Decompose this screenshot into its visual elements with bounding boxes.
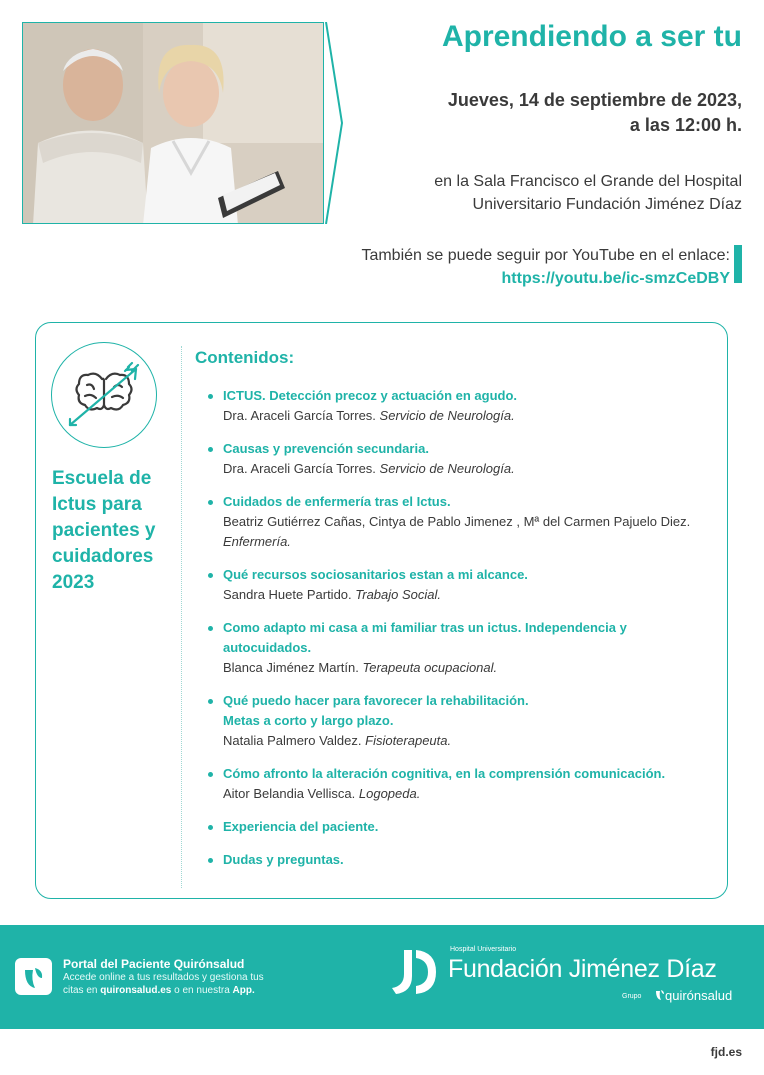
portal-desc-text: o en nuestra <box>171 985 233 996</box>
page-title: Aprendiendo a ser tu <box>441 20 742 53</box>
site-url[interactable]: fjd.es <box>710 1045 742 1059</box>
speaker-name: Beatriz Gutiérrez Cañas, Cintya de Pablo Jimenez , Mª del Carmen Pajuelo Diez. <box>223 514 691 529</box>
hospital-subtitle: Hospital Universitario <box>450 946 517 953</box>
item-speaker <box>223 512 713 552</box>
item-title: ICTUS. Detección precoz y actuación en agudo. <box>223 388 518 403</box>
list-item <box>208 565 713 605</box>
item-title: Cuidados de enfermería tras el Ictus. <box>223 494 451 509</box>
school-title-line: Ictus para <box>52 494 142 515</box>
item-speaker <box>223 406 713 426</box>
list-item <box>208 492 713 552</box>
portal-app-icon[interactable] <box>15 958 52 995</box>
list-item <box>208 817 713 837</box>
contents-list <box>208 386 713 883</box>
quiron-logo-icon <box>655 989 665 1001</box>
portal-desc-text: Accede online a tus resultados y gestiona tus citas en <box>63 972 264 996</box>
portal-app-link[interactable]: App. <box>232 985 255 996</box>
grupo-label: Grupo <box>622 993 642 1000</box>
speaker-name: Aitor Belandia Vellisca. <box>223 786 356 801</box>
item-speaker <box>223 658 713 678</box>
item-title: Qué recursos sociosanitarios estan a mi alcance. <box>223 567 528 582</box>
school-title-line: cuidadores <box>52 546 154 567</box>
item-speaker <box>223 731 713 751</box>
item-speaker <box>223 784 713 804</box>
item-speaker <box>223 585 713 605</box>
speaker-role: Servicio de Neurología. <box>379 461 515 476</box>
speaker-name: Sandra Huete Partido. <box>223 587 352 602</box>
item-title: Cómo afronto la alteración cognitiva, en la comprensión comunicación. <box>223 766 666 781</box>
speaker-role: Fisioterapeuta. <box>365 733 452 748</box>
portal-site-link[interactable]: quironsalud.es <box>100 985 172 996</box>
speaker-role: Servicio de Neurología. <box>379 408 515 423</box>
item-title <box>223 691 713 731</box>
item-title: Dudas y preguntas. <box>223 852 344 867</box>
list-item <box>208 850 713 870</box>
portal-title: Portal del Paciente Quirónsalud <box>63 957 245 971</box>
hospital-name: Fundación Jiménez Díaz <box>448 955 717 983</box>
chevron-right-icon <box>324 22 344 224</box>
contents-title: Contenidos: <box>195 348 295 367</box>
list-item <box>208 618 713 678</box>
event-place-line: en la Sala Francisco el Grande del Hospital <box>434 173 742 190</box>
school-title-line: 2023 <box>52 572 95 593</box>
list-item <box>208 439 713 479</box>
item-title-line: Qué puedo hacer para favorecer la rehabilitación. <box>223 693 529 708</box>
speaker-role: Trabajo Social. <box>355 587 442 602</box>
speaker-name: Dra. Araceli García Torres. <box>223 408 376 423</box>
event-date-line: Jueves, 14 de septiembre de 2023, <box>447 90 742 110</box>
school-title <box>52 466 177 596</box>
list-item <box>208 386 713 426</box>
school-title-line: pacientes y <box>52 520 156 541</box>
youtube-link[interactable]: https://youtu.be/ic-smzCeDBY <box>501 270 730 287</box>
speaker-role: Logopeda. <box>358 786 421 801</box>
speaker-name: Natalia Palmero Valdez. <box>223 733 362 748</box>
item-title-line: Metas a corto y largo plazo. <box>223 713 394 728</box>
event-date <box>448 88 742 138</box>
speaker-name: Dra. Araceli García Torres. <box>223 461 376 476</box>
item-title: Como adapto mi casa a mi familiar tras un ictus. Independencia y autocuidados. <box>223 620 627 655</box>
panel-divider <box>181 346 182 888</box>
youtube-label: También se puede seguir por YouTube en el enlace: <box>361 247 730 264</box>
list-item <box>208 764 713 804</box>
event-place <box>434 170 742 216</box>
hero-photo <box>22 22 324 224</box>
fjd-logo-icon <box>390 946 438 998</box>
school-title-line: Escuela de <box>52 468 152 489</box>
item-speaker <box>223 459 713 479</box>
portal-description <box>63 971 283 997</box>
speaker-name: Blanca Jiménez Martín. <box>223 660 359 675</box>
list-item <box>208 691 713 751</box>
item-title: Causas y prevención secundaria. <box>223 441 429 456</box>
speaker-role: Enfermería. <box>223 534 291 549</box>
speaker-role: Terapeuta ocupacional. <box>362 660 498 675</box>
item-title: Experiencia del paciente. <box>223 819 379 834</box>
accent-bar <box>734 245 742 283</box>
youtube-info <box>361 244 730 290</box>
event-place-line: Universitario Fundación Jiménez Díaz <box>472 196 742 213</box>
event-time-line: a las 12:00 h. <box>629 115 742 135</box>
brain-arrow-icon <box>51 342 157 448</box>
quiron-name: quirónsalud <box>665 988 733 1003</box>
